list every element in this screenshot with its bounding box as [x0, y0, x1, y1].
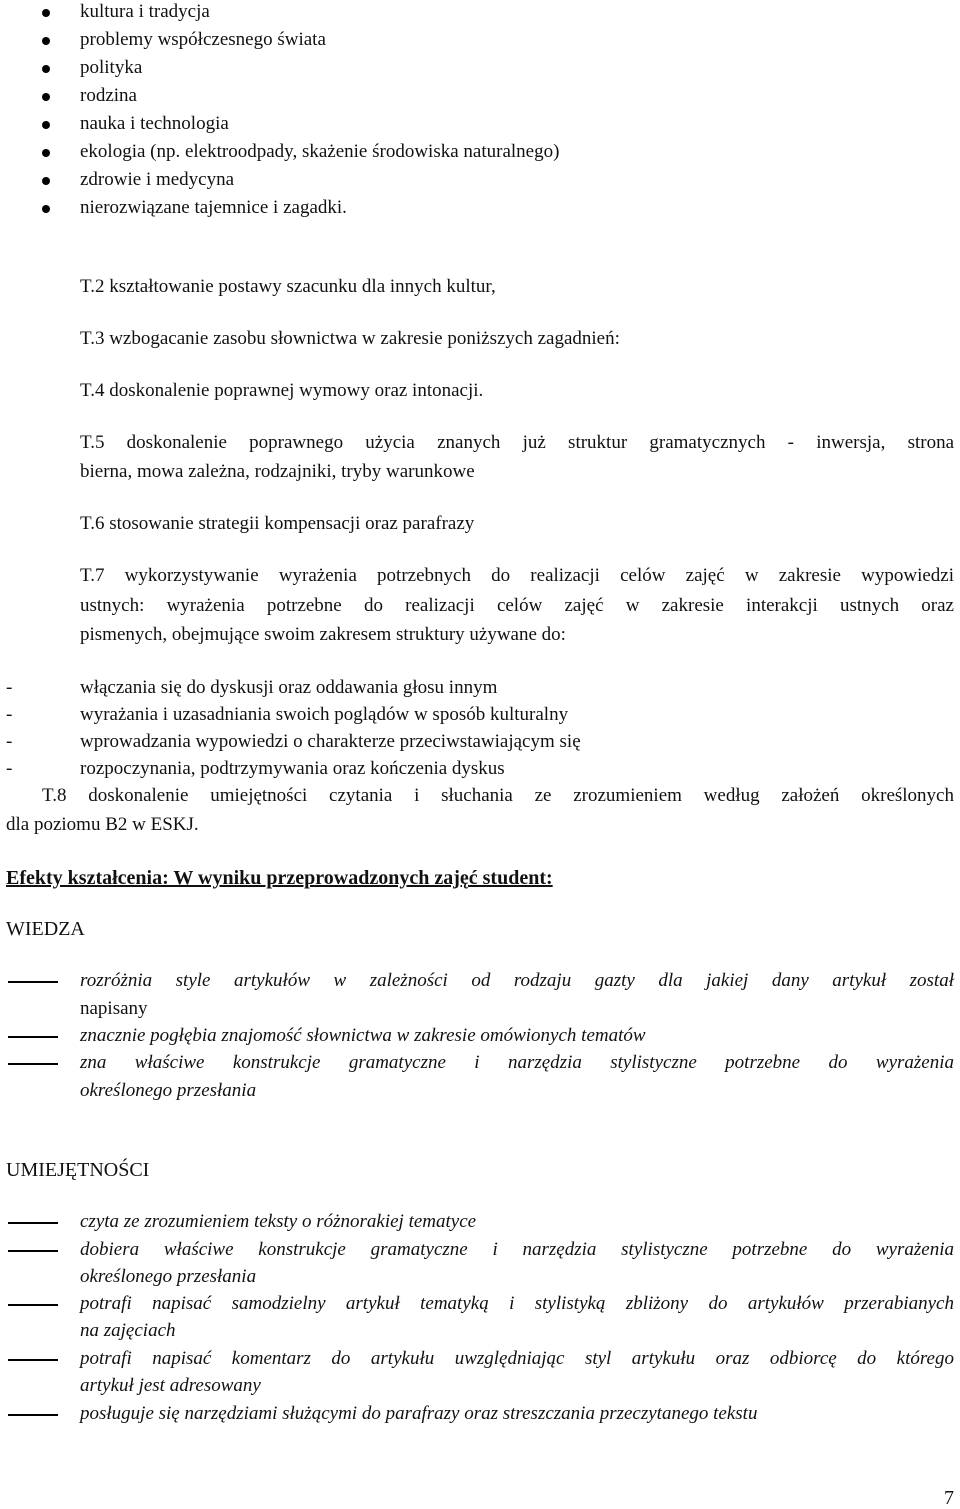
dash-marker: - — [6, 677, 13, 698]
goal-t7-line: T.7 wykorzystywanie wyrażenia potrzebnych do realizacji celów zajęć w zakresie wypowiedzi — [80, 565, 954, 586]
bullet-icon — [42, 205, 50, 213]
dash-marker — [8, 1414, 58, 1416]
effects-heading: Efekty kształcenia: W wyniku przeprowadzonych zajęć student: — [6, 867, 553, 889]
umiejetnosci-heading: UMIEJĘTNOŚCI — [6, 1159, 150, 1181]
goal-t5-line: T.5 doskonalenie poprawnego użycia znanych już struktur gramatycznych - inwersja, strona — [80, 432, 954, 453]
goal-t5-line: bierna, mowa zależna, rodzajniki, tryby warunkowe — [80, 461, 475, 482]
bullet-icon — [42, 37, 50, 45]
wiedza-item: znacznie pogłębia znajomość słownictwa w zakresie omówionych tematów — [80, 1025, 646, 1046]
dash-marker — [8, 1222, 58, 1224]
goal-t7-line: ustnych: wyrażenia potrzebne do realizacji celów zajęć w zakresie interakcji ustnych oraz — [80, 595, 954, 616]
dash-marker — [8, 1304, 58, 1306]
wiedza-item: rozróżnia style artykułów w zależności od rodzaju gazty dla jakiej dany artykuł został — [80, 970, 954, 991]
dash-marker — [8, 981, 58, 983]
bullet-icon — [42, 121, 50, 129]
topic-label: zdrowie i medycyna — [80, 169, 235, 190]
page-number: 7 — [944, 1487, 954, 1509]
bullet-icon — [42, 93, 50, 101]
umiejetnosci-item-cont: na zajęciach — [80, 1320, 176, 1341]
dash-marker: - — [6, 731, 13, 752]
dash-marker — [8, 1063, 58, 1065]
umiejetnosci-item: czyta ze zrozumieniem teksty o różnorakiej tematyce — [80, 1211, 477, 1232]
umiejetnosci-item: potrafi napisać samodzielny artykuł tematyką i stylistyką zbliżony do artykułów przerabianych — [80, 1293, 954, 1314]
umiejetnosci-item: dobiera właściwe konstrukcje gramatyczne i narzędzia stylistyczne potrzebne do wyrażenia — [80, 1239, 954, 1260]
goal-t4: T.4 doskonalenie poprawnej wymowy oraz intonacji. — [80, 380, 484, 401]
topic-label: kultura i tradycja — [80, 1, 210, 22]
umiejetnosci-item-cont: określonego przesłania — [80, 1266, 257, 1287]
dash-item: wyrażania i uzasadniania swoich poglądów w sposób kulturalny — [80, 704, 569, 725]
goal-t8-line: T.8 doskonalenie umiejętności czytania i słuchania ze zrozumieniem według założeń określonych — [42, 785, 954, 806]
dash-item: wprowadzania wypowiedzi o charakterze przeciwstawiającym się — [80, 731, 581, 752]
umiejetnosci-item-cont: artykuł jest adresowany — [80, 1375, 261, 1396]
bullet-icon — [42, 149, 50, 157]
topic-label: rodzina — [80, 85, 137, 106]
bullet-icon — [42, 65, 50, 73]
wiedza-heading: WIEDZA — [6, 918, 85, 940]
dash-marker — [8, 1036, 58, 1038]
dash-marker — [8, 1359, 58, 1361]
wiedza-item-cont: napisany — [80, 998, 148, 1019]
goal-t2: T.2 kształtowanie postawy szacunku dla innych kultur, — [80, 276, 496, 297]
topic-label: nauka i technologia — [80, 113, 229, 134]
bullet-icon — [42, 177, 50, 185]
dash-marker — [8, 1250, 58, 1252]
goal-t7-line: pismenych, obejmujące swoim zakresem struktury używane do: — [80, 624, 566, 645]
topic-label: nierozwiązane tajemnice i zagadki. — [80, 197, 347, 218]
dash-marker: - — [6, 758, 13, 779]
umiejetnosci-item: posługuje się narzędziami służącymi do parafrazy oraz streszczania przeczytanego tekstu — [80, 1403, 758, 1424]
topic-label: ekologia (np. elektroodpady, skażenie środowiska naturalnego) — [80, 141, 560, 162]
dash-marker: - — [6, 704, 13, 725]
topic-label: polityka — [80, 57, 143, 78]
umiejetnosci-item: potrafi napisać komentarz do artykułu uwzględniając styl artykułu oraz odbiorcę do którego — [80, 1348, 954, 1369]
dash-item: rozpoczynania, podtrzymywania oraz kończenia dyskus — [80, 758, 505, 779]
wiedza-item: zna właściwe konstrukcje gramatyczne i narzędzia stylistyczne potrzebne do wyrażenia — [80, 1052, 954, 1073]
dash-item: włączania się do dyskusji oraz oddawania głosu innym — [80, 677, 498, 698]
goal-t6: T.6 stosowanie strategii kompensacji oraz parafrazy — [80, 513, 475, 534]
bullet-icon — [42, 9, 50, 17]
wiedza-item-cont: określonego przesłania — [80, 1080, 257, 1101]
goal-t3: T.3 wzbogacanie zasobu słownictwa w zakresie poniższych zagadnień: — [80, 328, 620, 349]
topic-label: problemy współczesnego świata — [80, 29, 326, 50]
goal-t8-line: dla poziomu B2 w ESKJ. — [6, 814, 199, 835]
